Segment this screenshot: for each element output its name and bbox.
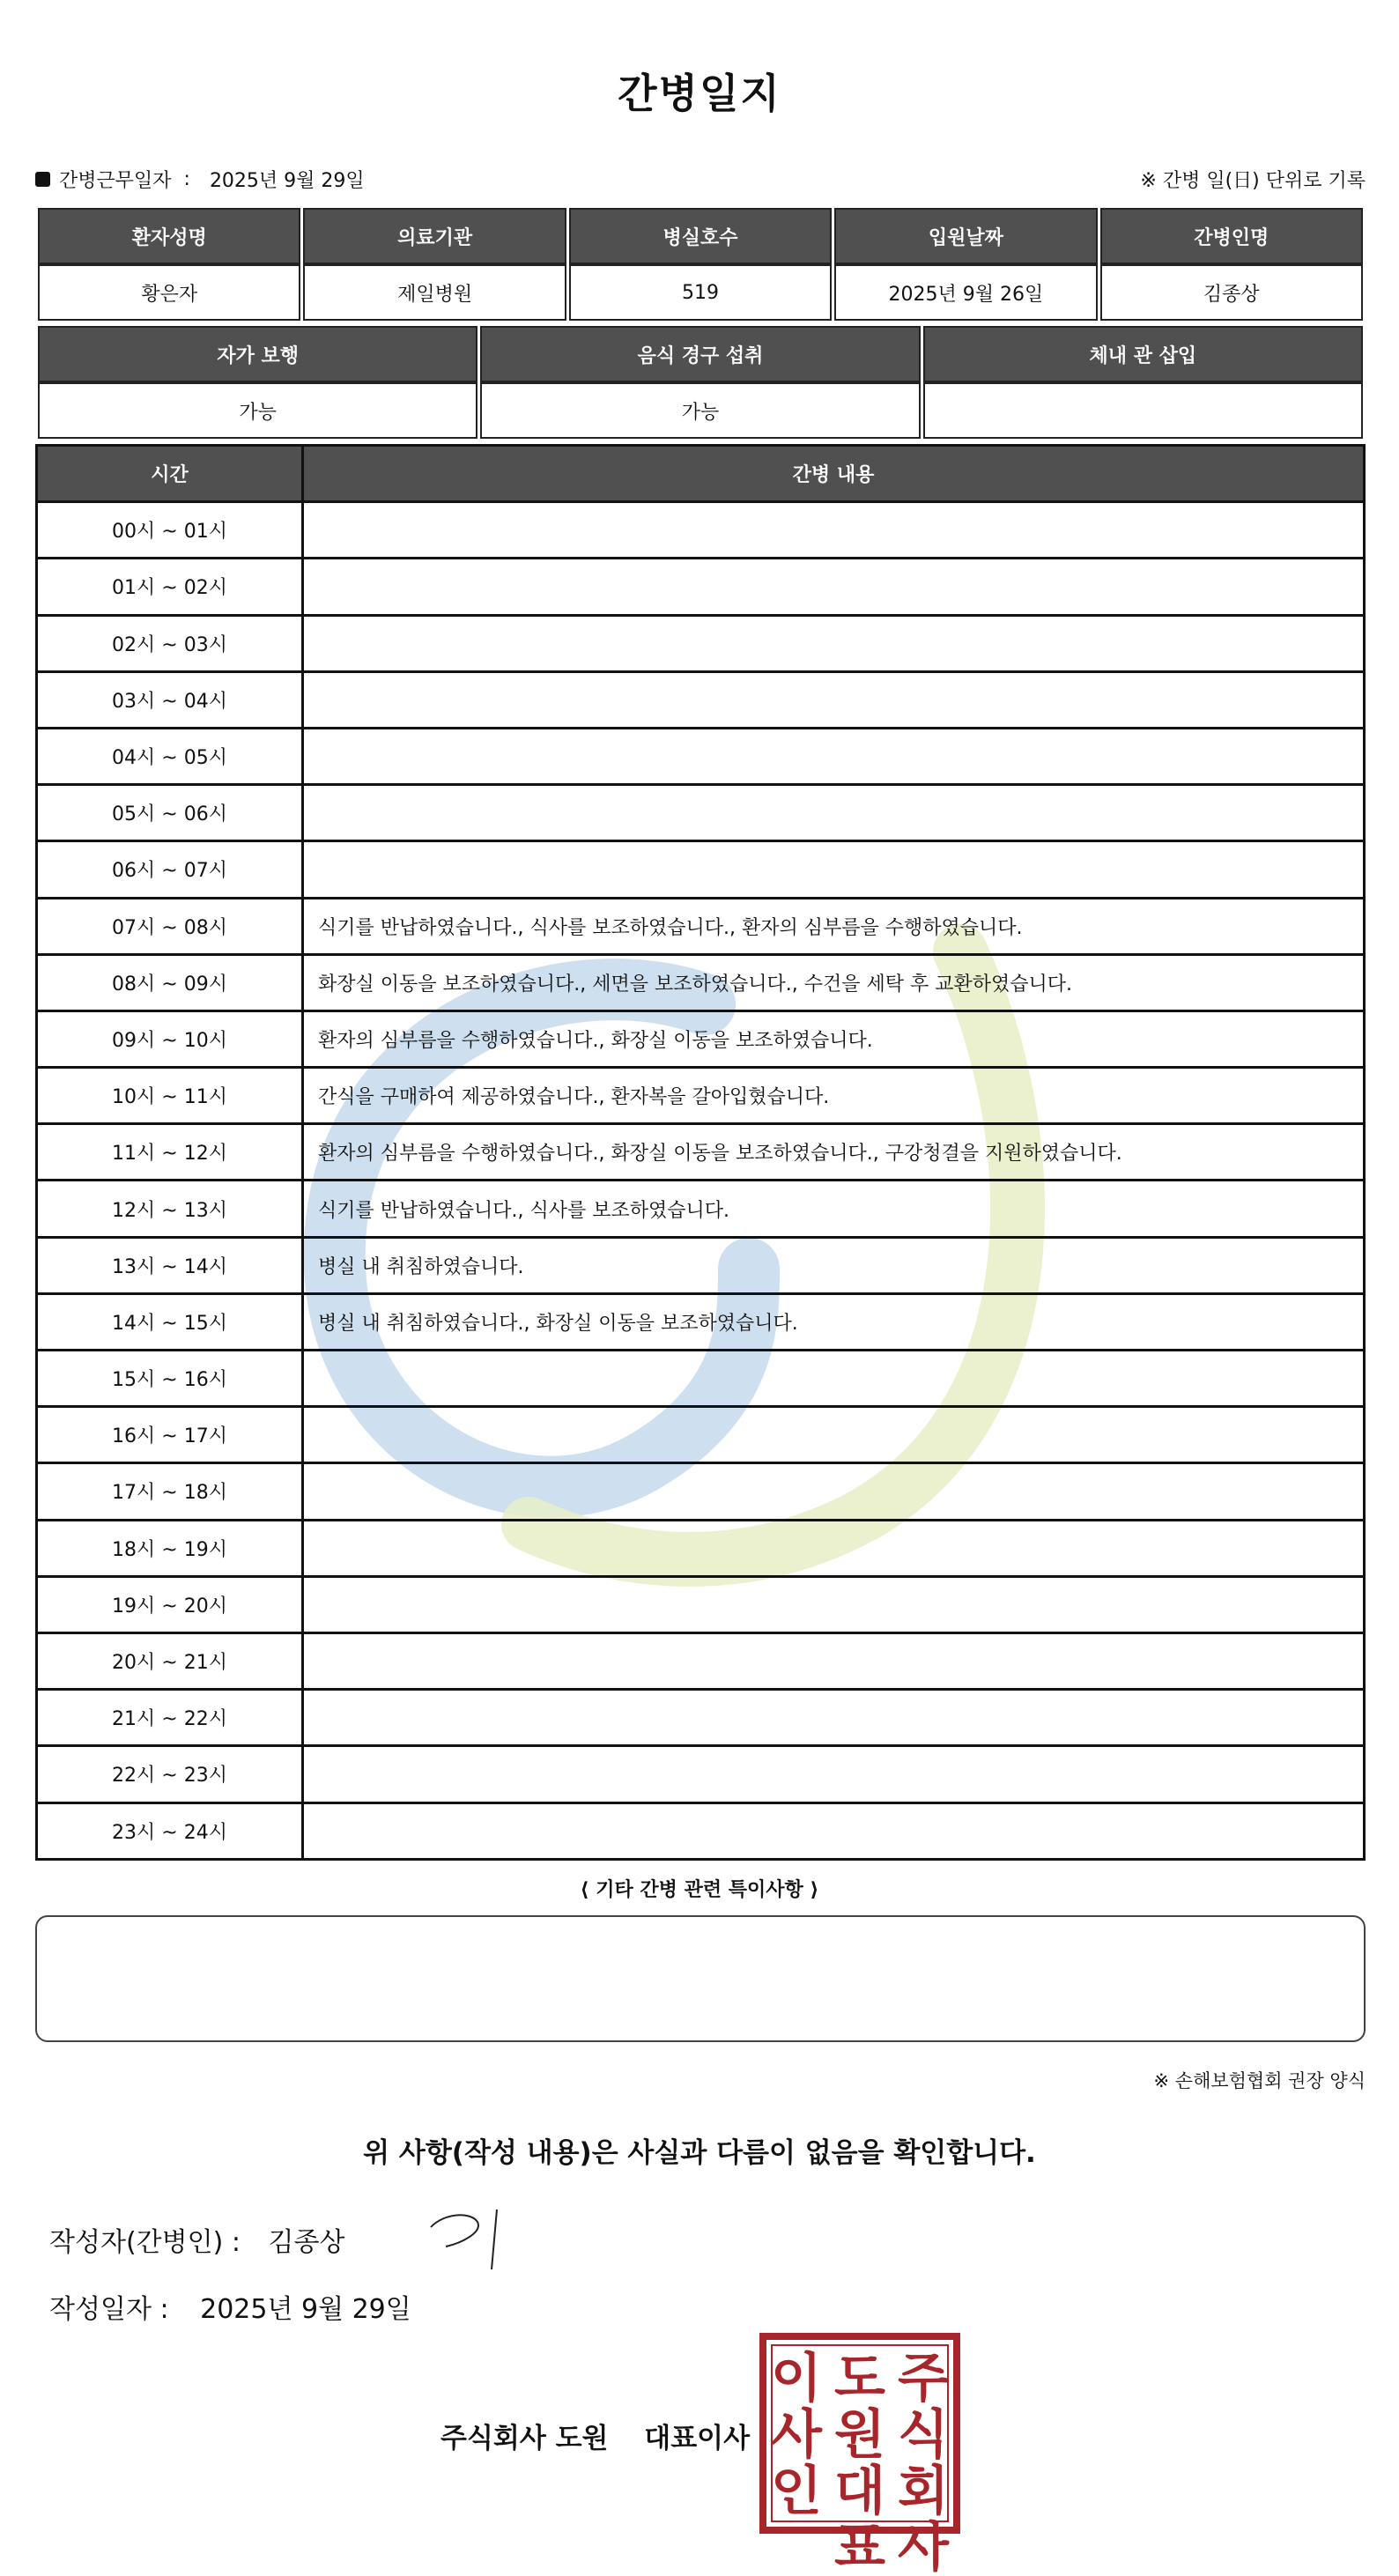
seal-glyph: 인 bbox=[771, 2461, 822, 2522]
care-log-table bbox=[35, 444, 1366, 1861]
oral-intake-value: 가능 bbox=[480, 382, 920, 439]
log-time: 22시 ~ 23시 bbox=[37, 1746, 303, 1802]
header-self-walking: 자가 보행 bbox=[38, 326, 477, 382]
log-row bbox=[37, 671, 1365, 728]
log-time: 21시 ~ 22시 bbox=[37, 1690, 303, 1746]
log-content bbox=[303, 785, 1365, 841]
header-time: 시간 bbox=[37, 446, 303, 502]
admission-date: 2025년 9월 26일 bbox=[834, 264, 1097, 321]
caregiver-name: 김종상 bbox=[1100, 264, 1363, 321]
log-time: 09시 ~ 10시 bbox=[37, 1010, 303, 1067]
log-time: 19시 ~ 20시 bbox=[37, 1576, 303, 1632]
log-row bbox=[37, 1237, 1365, 1293]
log-content: 환자의 심부름을 수행하였습니다., 화장실 이동을 보조하였습니다., 구강청결을 지원하였습니다. bbox=[303, 1124, 1365, 1181]
log-time: 17시 ~ 18시 bbox=[37, 1463, 303, 1520]
log-row bbox=[37, 728, 1365, 784]
header-hospital: 의료기관 bbox=[303, 208, 566, 264]
log-row bbox=[37, 1463, 1365, 1520]
company-line bbox=[440, 2416, 750, 2455]
log-row bbox=[37, 615, 1365, 671]
patient-status-table bbox=[35, 326, 1366, 439]
log-time: 02시 ~ 03시 bbox=[37, 615, 303, 671]
log-content: 식기를 반납하였습니다., 식사를 보조하였습니다. bbox=[303, 1181, 1365, 1237]
log-time: 07시 ~ 08시 bbox=[37, 898, 303, 954]
seal-glyph: 이 bbox=[771, 2348, 822, 2409]
log-time: 00시 ~ 01시 bbox=[37, 502, 303, 559]
writer-name: 김종상 bbox=[268, 2227, 345, 2258]
form-source-note: ※ 손해보험협회 권장 양식 bbox=[1153, 2070, 1366, 2091]
handwritten-signature bbox=[426, 2202, 506, 2273]
writer-line bbox=[49, 2220, 344, 2259]
hospital-name: 제일병원 bbox=[303, 264, 566, 321]
log-time: 10시 ~ 11시 bbox=[37, 1068, 303, 1124]
work-date-line bbox=[35, 166, 365, 193]
log-content bbox=[303, 1746, 1365, 1802]
log-content bbox=[303, 1463, 1365, 1520]
log-time: 11시 ~ 12시 bbox=[37, 1124, 303, 1181]
log-content: 병실 내 취침하였습니다. bbox=[303, 1237, 1365, 1293]
log-content bbox=[303, 1690, 1365, 1746]
log-row bbox=[37, 1802, 1365, 1859]
log-row bbox=[37, 1293, 1365, 1350]
header-caregiver: 간병인명 bbox=[1100, 208, 1363, 264]
log-content bbox=[303, 1802, 1365, 1859]
log-row bbox=[37, 1068, 1365, 1124]
log-content bbox=[303, 559, 1365, 615]
log-time: 12시 ~ 13시 bbox=[37, 1181, 303, 1237]
company-seal-stamp bbox=[759, 2333, 960, 2576]
log-content bbox=[303, 671, 1365, 728]
patient-name: 황은자 bbox=[38, 264, 300, 321]
log-content bbox=[303, 1632, 1365, 1689]
seal-glyph: 사 bbox=[771, 2404, 822, 2466]
log-content bbox=[303, 841, 1365, 898]
log-time: 03시 ~ 04시 bbox=[37, 671, 303, 728]
writer-label: 작성자(간병인) : bbox=[49, 2227, 241, 2258]
log-content: 병실 내 취침하였습니다., 화장실 이동을 보조하였습니다. bbox=[303, 1293, 1365, 1350]
log-row bbox=[37, 1746, 1365, 1802]
header-oral-intake: 음식 경구 섭취 bbox=[480, 326, 920, 382]
work-date-label: 간병근무일자 bbox=[59, 170, 172, 192]
log-content bbox=[303, 728, 1365, 784]
log-content bbox=[303, 1407, 1365, 1463]
log-row bbox=[37, 1124, 1365, 1181]
log-row bbox=[37, 841, 1365, 898]
header-patient-name: 환자성명 bbox=[38, 208, 300, 264]
written-date-line bbox=[49, 2287, 411, 2326]
log-row bbox=[37, 954, 1365, 1010]
log-row bbox=[37, 1520, 1365, 1576]
log-content: 환자의 심부름을 수행하였습니다., 화장실 이동을 보조하였습니다. bbox=[303, 1010, 1365, 1067]
work-date-separator: : bbox=[183, 168, 190, 190]
square-bullet-icon bbox=[35, 172, 50, 187]
log-time: 13시 ~ 14시 bbox=[37, 1237, 303, 1293]
tube-insertion-value bbox=[923, 382, 1363, 439]
record-unit-note: ※ 간병 일(日) 단위로 기록 bbox=[1140, 170, 1366, 192]
seal-glyph: 주 bbox=[898, 2348, 949, 2409]
header-tube-insertion: 체내 관 삽입 bbox=[923, 326, 1363, 382]
log-time: 01시 ~ 02시 bbox=[37, 559, 303, 615]
header-care-content: 간병 내용 bbox=[303, 446, 1365, 502]
log-content: 화장실 이동을 보조하였습니다., 세면을 보조하였습니다., 수건을 세탁 후 교환하였습니다. bbox=[303, 954, 1365, 1010]
header-admission-date: 입원날짜 bbox=[834, 208, 1097, 264]
representative-title: 대표이사 bbox=[644, 2423, 751, 2454]
log-content bbox=[303, 502, 1365, 559]
seal-glyph: 식 bbox=[898, 2404, 949, 2466]
log-time: 16시 ~ 17시 bbox=[37, 1407, 303, 1463]
notes-title: ⟨ 기타 간병 관련 특이사항 ⟩ bbox=[580, 1879, 819, 1901]
log-time: 14시 ~ 15시 bbox=[37, 1293, 303, 1350]
log-time: 18시 ~ 19시 bbox=[37, 1520, 303, 1576]
log-time: 04시 ~ 05시 bbox=[37, 728, 303, 784]
room-number: 519 bbox=[569, 264, 832, 321]
header-room: 병실호수 bbox=[569, 208, 832, 264]
confirmation-statement: 위 사항(작성 내용)은 사실과 다름이 없음을 확인합니다. bbox=[363, 2137, 1036, 2169]
log-time: 20시 ~ 21시 bbox=[37, 1632, 303, 1689]
patient-info-table bbox=[35, 208, 1366, 321]
seal-glyph: 도 bbox=[834, 2348, 885, 2409]
log-content bbox=[303, 1520, 1365, 1576]
log-content bbox=[303, 615, 1365, 671]
written-date-value: 2025년 9월 29일 bbox=[200, 2294, 411, 2325]
log-content bbox=[303, 1576, 1365, 1632]
notes-box bbox=[35, 1915, 1366, 2042]
log-row bbox=[37, 1010, 1365, 1067]
seal-glyph: 사 bbox=[898, 2517, 949, 2576]
log-row bbox=[37, 1351, 1365, 1407]
log-content bbox=[303, 1351, 1365, 1407]
log-row bbox=[37, 1690, 1365, 1746]
seal-glyph: 회 bbox=[898, 2461, 949, 2522]
log-row bbox=[37, 559, 1365, 615]
log-time: 08시 ~ 09시 bbox=[37, 954, 303, 1010]
log-time: 15시 ~ 16시 bbox=[37, 1351, 303, 1407]
log-row bbox=[37, 1407, 1365, 1463]
log-row bbox=[37, 1576, 1365, 1632]
log-row bbox=[37, 1181, 1365, 1237]
company-name: 주식회사 도원 bbox=[440, 2423, 609, 2454]
log-row bbox=[37, 898, 1365, 954]
self-walking-value: 가능 bbox=[38, 382, 477, 439]
log-time: 23시 ~ 24시 bbox=[37, 1802, 303, 1859]
log-time: 06시 ~ 07시 bbox=[37, 841, 303, 898]
document-title: 간병일지 bbox=[618, 70, 781, 117]
log-row bbox=[37, 502, 1365, 559]
log-row bbox=[37, 785, 1365, 841]
seal-glyph: 대 bbox=[834, 2461, 885, 2522]
log-time: 05시 ~ 06시 bbox=[37, 785, 303, 841]
written-date-label: 작성일자 : bbox=[49, 2294, 169, 2325]
work-date-value: 2025년 9월 29일 bbox=[209, 170, 365, 192]
log-content: 간식을 구매하여 제공하였습니다., 환자복을 갈아입혔습니다. bbox=[303, 1068, 1365, 1124]
log-row bbox=[37, 1632, 1365, 1689]
seal-glyph: 원 bbox=[834, 2404, 885, 2466]
log-content: 식기를 반납하였습니다., 식사를 보조하였습니다., 환자의 심부름을 수행하였습니다. bbox=[303, 898, 1365, 954]
seal-glyph: 표 bbox=[834, 2517, 885, 2576]
